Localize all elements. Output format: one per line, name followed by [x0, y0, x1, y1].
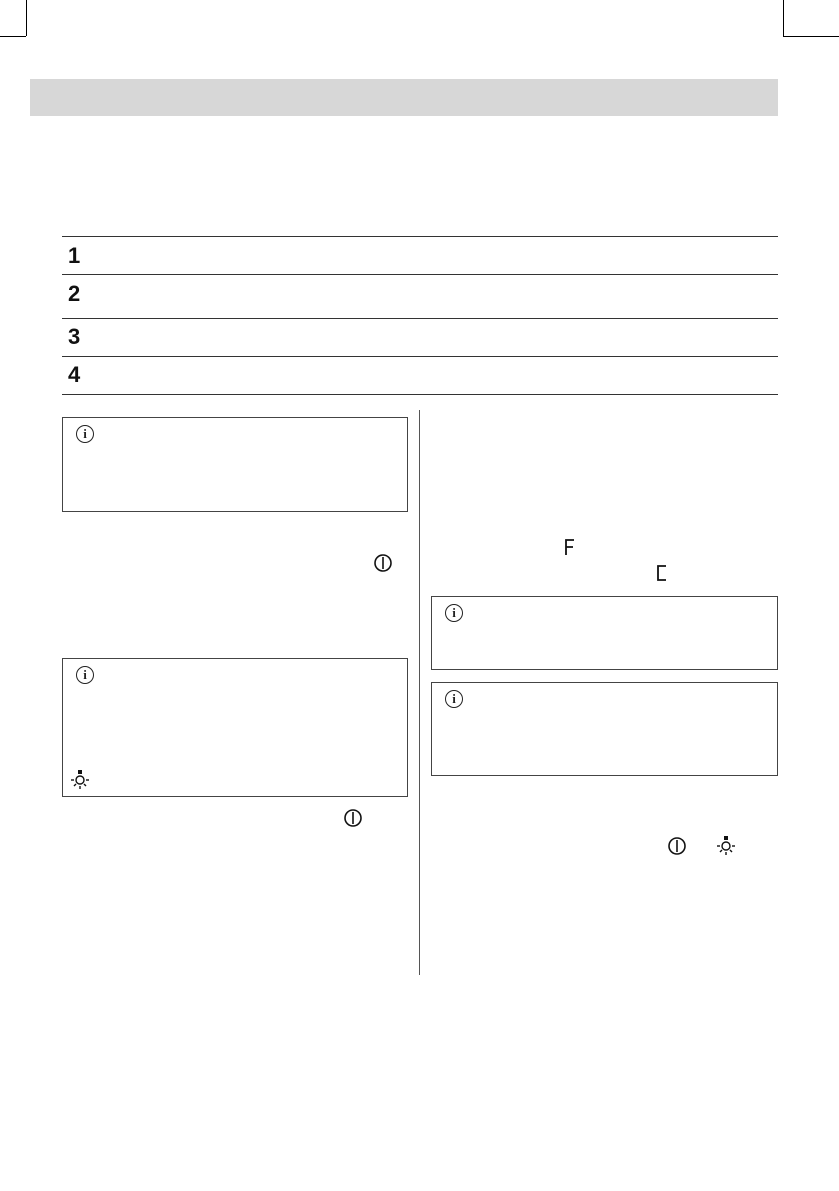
display-c-icon: [656, 564, 668, 582]
crop-mark-top-left: [0, 36, 26, 37]
step-number: 1: [68, 243, 81, 268]
crop-mark-top-right-v: [783, 0, 784, 36]
info-note-box: [62, 417, 408, 512]
display-f-icon: [564, 538, 576, 556]
table-rule: [62, 274, 778, 275]
step-number: 3: [68, 324, 81, 349]
info-icon: i: [445, 690, 463, 708]
info-icon: i: [76, 666, 94, 684]
light-icon: [68, 769, 92, 791]
power-icon: [667, 836, 687, 856]
info-note-box: [431, 596, 778, 670]
power-icon: [343, 808, 363, 828]
power-icon: [373, 553, 393, 573]
info-note-box: [62, 658, 408, 797]
crop-mark-top-left-v: [26, 0, 27, 36]
step-number: 4: [68, 362, 81, 387]
table-rule: [62, 356, 778, 357]
section-header-bar: [30, 79, 778, 116]
crop-mark-top-right: [783, 36, 839, 37]
info-icon: i: [76, 425, 94, 443]
table-rule: [62, 236, 778, 237]
info-note-box: [431, 682, 778, 776]
info-icon: i: [445, 604, 463, 622]
light-icon: [714, 835, 738, 857]
step-number: 2: [68, 281, 81, 306]
column-divider: [419, 410, 420, 975]
table-rule: [62, 318, 778, 319]
table-rule: [62, 394, 778, 395]
